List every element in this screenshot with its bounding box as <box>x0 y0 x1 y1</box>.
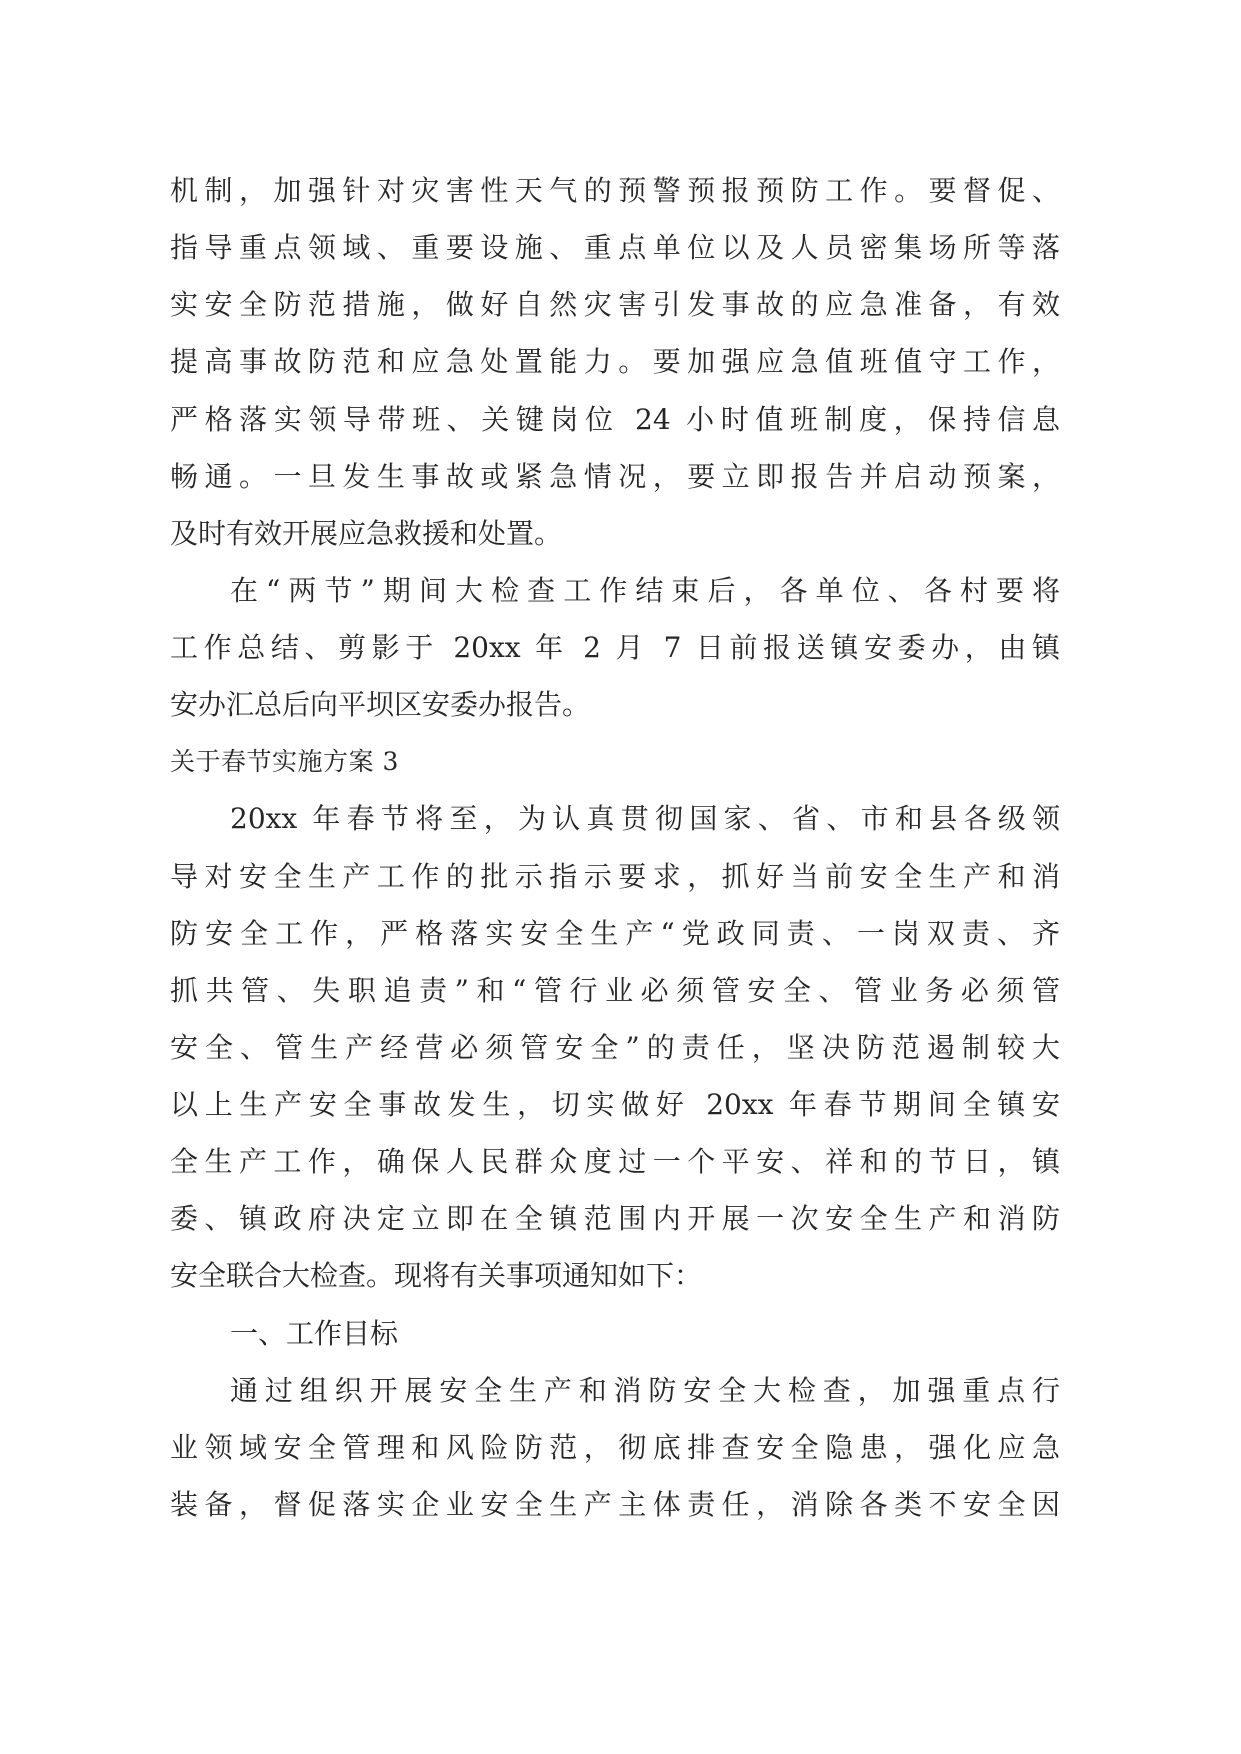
body-line: 业领域安全管理和风险防范，彻底排查安全隐患，强化应急 <box>170 1430 1060 1464</box>
body-line: 以上生产安全事故发生，切实做好 20xx 年春节期间全镇安 <box>170 1088 1060 1121</box>
paragraph <box>170 1362 1060 1533</box>
body-line: 装备，督促落实企业安全生产主体责任，消除各类不安全因 <box>170 1487 1060 1521</box>
body-line: 防安全工作，严格落实安全生产“党政同责、一岗双责、齐 <box>170 916 1060 950</box>
body-line: 抓共管、失职追责”和“管行业必须管安全、管业务必须管 <box>170 973 1060 1007</box>
body-line: 通过组织开展安全生产和消防安全大检查，加强重点行 <box>230 1373 1060 1407</box>
body-line: 全生产工作，确保人民群众度过一个平安、祥和的节日，镇 <box>170 1145 1060 1179</box>
document-body <box>170 162 1060 1533</box>
section-heading: 一、工作目标 <box>230 1316 399 1350</box>
document-title: 关于春节实施方案 3 <box>170 747 399 777</box>
body-line: 严格落实领导带班、关键岗位 24 小时值班制度，保持信息 <box>170 402 1060 436</box>
paragraph <box>170 162 1060 562</box>
body-line: 提高事故防范和应急处置能力。要加强应急值班值守工作， <box>170 345 1060 379</box>
body-line: 在“两节”期间大检查工作结束后，各单位、各村要将 <box>230 573 1060 607</box>
body-line: 安全、管生产经营必须管安全”的责任，坚决防范遏制较大 <box>170 1030 1060 1064</box>
body-line: 安全联合大检查。现将有关事项通知如下： <box>170 1259 703 1293</box>
body-line: 安办汇总后向平坝区安委办报告。 <box>170 688 591 722</box>
paragraph <box>170 562 1060 733</box>
body-line: 畅通。一旦发生事故或紧急情况，要立即报告并启动预案， <box>170 459 1060 493</box>
body-line: 及时有效开展应急救援和处置。 <box>170 516 563 550</box>
body-line: 机制，加强针对灾害性天气的预警预报预防工作。要督促、 <box>170 174 1060 207</box>
body-line: 20xx 年春节将至，为认真贯彻国家、省、市和县各级领 <box>230 802 1060 836</box>
body-line: 工作总结、剪影于 20xx 年 2 月 7 日前报送镇安委办，由镇 <box>170 631 1060 664</box>
paragraph <box>170 790 1060 1304</box>
body-line: 指导重点领域、重要设施、重点单位以及人员密集场所等落 <box>170 231 1060 265</box>
body-line: 导对安全生产工作的批示指示要求，抓好当前安全生产和消 <box>170 859 1060 893</box>
body-line: 实安全防范措施，做好自然灾害引发事故的应急准备，有效 <box>170 288 1060 322</box>
body-line: 委、镇政府决定立即在全镇范围内开展一次安全生产和消防 <box>170 1202 1060 1236</box>
